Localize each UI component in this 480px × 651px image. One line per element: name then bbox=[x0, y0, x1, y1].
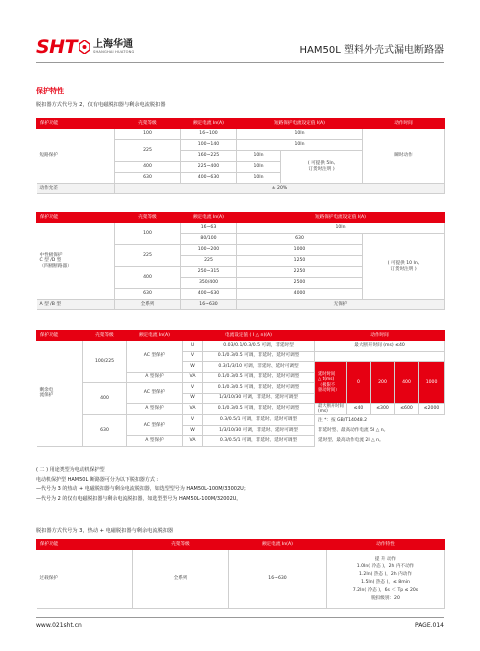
col-header: 短路保护电流设定值 I(A) bbox=[237, 119, 363, 129]
logo-text: SHT bbox=[36, 36, 78, 58]
table-cell bbox=[315, 351, 445, 362]
col-header: 短路保护电流设定值 I(A) bbox=[237, 213, 445, 223]
table-cell: W bbox=[183, 362, 203, 373]
table-cell: 中性极保护 C 型 /D 型 （四极断路器） bbox=[37, 223, 115, 300]
col-header: 电流设定值 ( I △ n)(A) bbox=[183, 331, 315, 341]
col-header: 额定电流 In(A) bbox=[229, 540, 327, 550]
table-cell: 0.3/0.5/1 可调，非延时、延时可调型 bbox=[203, 415, 315, 426]
col-header: 保护功能 bbox=[37, 213, 115, 223]
table-cell: 400 bbox=[115, 267, 181, 289]
overload-table bbox=[36, 539, 445, 609]
note-delay: 延时型、最高动作电流 2I △ n。 bbox=[318, 438, 384, 444]
delay-value: 0 bbox=[347, 362, 371, 404]
note-line: ( 二 ) 用途类型为电动机保护型 bbox=[36, 467, 105, 473]
char-line: 7.2In( 冷态 )，6s ＜ Tp ≤ 20s bbox=[352, 587, 419, 593]
table-cell: V bbox=[183, 383, 203, 394]
max-break-value: ≤600 bbox=[395, 404, 419, 415]
table-cell: 0.1/0.3/0.5 可调，非延时、延时可调型 bbox=[203, 383, 315, 394]
col-header: 额定电流 In(A) bbox=[127, 331, 183, 341]
table-cell: 10In bbox=[237, 151, 281, 162]
table-cell: AC 型保护 bbox=[127, 341, 183, 373]
table-cell: 16~630 bbox=[229, 550, 327, 609]
section-title: 保护特性 bbox=[36, 87, 64, 95]
table-cell: 0.1/0.3/0.5 可调，非延时、延时可调型 bbox=[203, 351, 315, 362]
short-circuit-table bbox=[36, 118, 445, 194]
table-cell: 100/225 bbox=[83, 341, 127, 383]
col-header: 额定电流 In(A) bbox=[181, 119, 237, 129]
residual-current-table bbox=[36, 330, 445, 447]
table-cell: 10In bbox=[237, 223, 445, 234]
table-cell: AC 型保护 bbox=[127, 415, 183, 436]
table-cell: 225 bbox=[181, 256, 237, 267]
table-cell: 16~100 bbox=[181, 129, 237, 140]
note-standard: 注 *：按 GB/T14048.2 bbox=[318, 417, 368, 423]
max-break-value: ≤300 bbox=[371, 404, 395, 415]
table-cell: 2250 bbox=[237, 267, 363, 278]
footer-url[interactable]: www.021sht.cn bbox=[36, 622, 82, 629]
table-cell: 1/3/10/30 可调，非延时、延时可调型 bbox=[203, 425, 315, 436]
table-cell: 0.03/0.1/0.3/0.5 可调，非延时型 bbox=[203, 341, 315, 352]
col-header: 壳架等级 bbox=[115, 213, 181, 223]
table-cell: 全系列 bbox=[115, 300, 181, 310]
logo-en-name: SHANGHAI HUATONG bbox=[93, 50, 135, 54]
max-break-label: 最大断开时间 (ms) bbox=[315, 404, 347, 415]
table-cell: 瞬时动作 bbox=[363, 129, 445, 184]
col-header: 壳架等级 bbox=[83, 331, 127, 341]
table-cell: 100 bbox=[115, 223, 181, 245]
table-cell: A 型保护 bbox=[127, 404, 183, 415]
char-line: 1.2In( 热态 )，2h 内动作 bbox=[359, 572, 412, 578]
table-cell: 100 bbox=[115, 129, 181, 140]
table-cell: 2500 bbox=[237, 278, 363, 289]
table-cell: 400 bbox=[83, 383, 127, 415]
table-cell: 0.3/0.5/1 可调，非延时、延时可调型 bbox=[203, 436, 315, 447]
table-cell: 100~140 bbox=[181, 140, 237, 151]
table-cell: 10In bbox=[237, 173, 281, 184]
col-header: 壳架等级 bbox=[133, 540, 229, 550]
note-line: 电动机保护型 HAM50L 断路器可分为以下脱扣器方式 : bbox=[36, 476, 159, 483]
table-cell: 过载保护 bbox=[37, 550, 133, 609]
table-cell: 225 bbox=[115, 245, 181, 267]
table-cell: ± 20% bbox=[115, 184, 445, 194]
footer-divider bbox=[36, 617, 444, 618]
table-cell: 动作允差 bbox=[37, 184, 115, 194]
table-cell: 225~400 bbox=[181, 162, 237, 173]
table-cell: 0.3/1/3/10 可调，非延时、延时可调型 bbox=[203, 362, 315, 373]
table-cell: 630 bbox=[115, 289, 181, 300]
notes-block bbox=[36, 466, 249, 504]
col-header: 动作特性 bbox=[327, 540, 445, 550]
table-cell: VA bbox=[183, 372, 203, 383]
table-cell: 160~225 bbox=[181, 151, 237, 162]
table-cell: V bbox=[183, 415, 203, 426]
col-header: 动作时间 bbox=[363, 119, 445, 129]
table-cell: 无保护 bbox=[237, 300, 445, 310]
table-cell: 400~630 bbox=[181, 173, 237, 184]
table-cell: VA bbox=[183, 404, 203, 415]
table-cell: 80/100 bbox=[181, 234, 237, 245]
table-cell: ( 可提供 5In, 订货时注明 ) bbox=[281, 151, 363, 184]
logo-mark-icon bbox=[79, 40, 90, 54]
brand-logo bbox=[36, 36, 135, 58]
document-title: HAM50L 塑料外壳式漏电断路器 bbox=[299, 45, 444, 56]
table-cell: 16~630 bbox=[181, 300, 237, 310]
table-cell: 630 bbox=[115, 173, 181, 184]
char-line: 1.0In( 冷态 )，2h 内不动作 bbox=[356, 564, 415, 570]
table-cell: 0.1/0.3/0.5 可调，非延时、延时可调型 bbox=[203, 372, 315, 383]
table-cell: 1/3/10/30 可调，非延时、延时可调型 bbox=[203, 393, 315, 404]
subsection-title-2: 脱扣器方式代号为 3，热动 + 电磁脱扣器与剩余电流脱扣器 bbox=[36, 528, 174, 534]
table-cell: 630 bbox=[83, 415, 127, 447]
table-cell: A 型 /B 型 bbox=[37, 300, 115, 310]
delay-value: 400 bbox=[395, 362, 419, 404]
table-cell: A 型保护 bbox=[127, 436, 183, 447]
note-nondelay: 非延时型、最高动作电流 5I △ n。 bbox=[318, 427, 389, 433]
char-line: 脱扣级别：20 bbox=[371, 595, 400, 601]
note-line: —代号为 3 的热动 + 电磁脱扣器与剩余电流脱扣器，如选型型号为 HAM50L-100M/33002U； bbox=[36, 486, 249, 492]
table-cell: 16~63 bbox=[181, 223, 237, 234]
char-line: 1.5In( 热态 )，≤ 8min bbox=[361, 580, 410, 585]
table-cell: 225 bbox=[115, 140, 181, 162]
delay-value: 1000 bbox=[419, 362, 445, 404]
col-header: 保护功能 bbox=[37, 331, 83, 341]
table-cell: 0.1/0.3/0.5 可调，非延时、延时可调型 bbox=[203, 404, 315, 415]
table-cell: VA bbox=[183, 436, 203, 447]
table-cell: ( 可提供 10 In, 订货时注明 ) bbox=[363, 234, 445, 300]
delay-time-label: 延时时间 △ t(ms) （极限不 驱动时间） bbox=[315, 362, 347, 404]
table-cell: 全系列 bbox=[133, 550, 229, 609]
table-cell: W bbox=[183, 425, 203, 436]
table-cell: 400 bbox=[115, 162, 181, 173]
table-cell: 剩余电 流保护 bbox=[37, 341, 83, 447]
col-header: 保护功能 bbox=[37, 119, 115, 129]
table-cell: 250~315 bbox=[181, 267, 237, 278]
table-cell: U bbox=[183, 341, 203, 352]
table-cell: 350/400 bbox=[181, 278, 237, 289]
page-header bbox=[0, 0, 480, 72]
max-break-value: ≤2000 bbox=[419, 404, 445, 415]
max-break-value: ≤40 bbox=[347, 404, 371, 415]
note-line: —代号为 2 的仅有电磁脱扣器与剩余电流脱扣器，如选型型号为 HAM50L-100M/32002U。 bbox=[36, 495, 242, 502]
table-cell: AC 型保护 bbox=[127, 383, 183, 404]
logo-cn-name: 上海华通 bbox=[93, 39, 134, 50]
neutral-protection-table bbox=[36, 212, 445, 310]
table-cell: 10In bbox=[237, 140, 363, 151]
table-cell: A 型保护 bbox=[127, 372, 183, 383]
table-cell: 1250 bbox=[237, 256, 363, 267]
table-cell: V bbox=[183, 351, 203, 362]
table-cell: W bbox=[183, 393, 203, 404]
table-cell: 10In bbox=[237, 129, 363, 140]
col-header: 额定电流 In(A) bbox=[181, 213, 237, 223]
col-header: 动作时间 bbox=[315, 331, 445, 341]
table-cell: 最大断开时间 (ms) ≤40 bbox=[315, 341, 445, 352]
table-cell: 1000 bbox=[237, 245, 363, 256]
page-number: PAGE.014 bbox=[414, 622, 444, 629]
delay-value: 200 bbox=[371, 362, 395, 404]
table-cell: 400~630 bbox=[181, 289, 237, 300]
col-header: 保护功能 bbox=[37, 540, 133, 550]
table-cell: 短路保护 bbox=[37, 129, 115, 184]
header-divider bbox=[36, 62, 444, 63]
table-cell: 4000 bbox=[237, 289, 363, 300]
table-cell: 630 bbox=[237, 234, 363, 245]
table-cell: 100~200 bbox=[181, 245, 237, 256]
char-line: 提 升 动作 bbox=[374, 556, 397, 562]
col-header: 壳架等级 bbox=[115, 119, 181, 129]
subsection-title-1: 脱扣器方式代号为 2，仅有电磁脱扣器与剩余电流脱扣器 bbox=[36, 102, 166, 108]
table-cell: 10In bbox=[237, 162, 281, 173]
overload-characteristics bbox=[327, 550, 445, 609]
